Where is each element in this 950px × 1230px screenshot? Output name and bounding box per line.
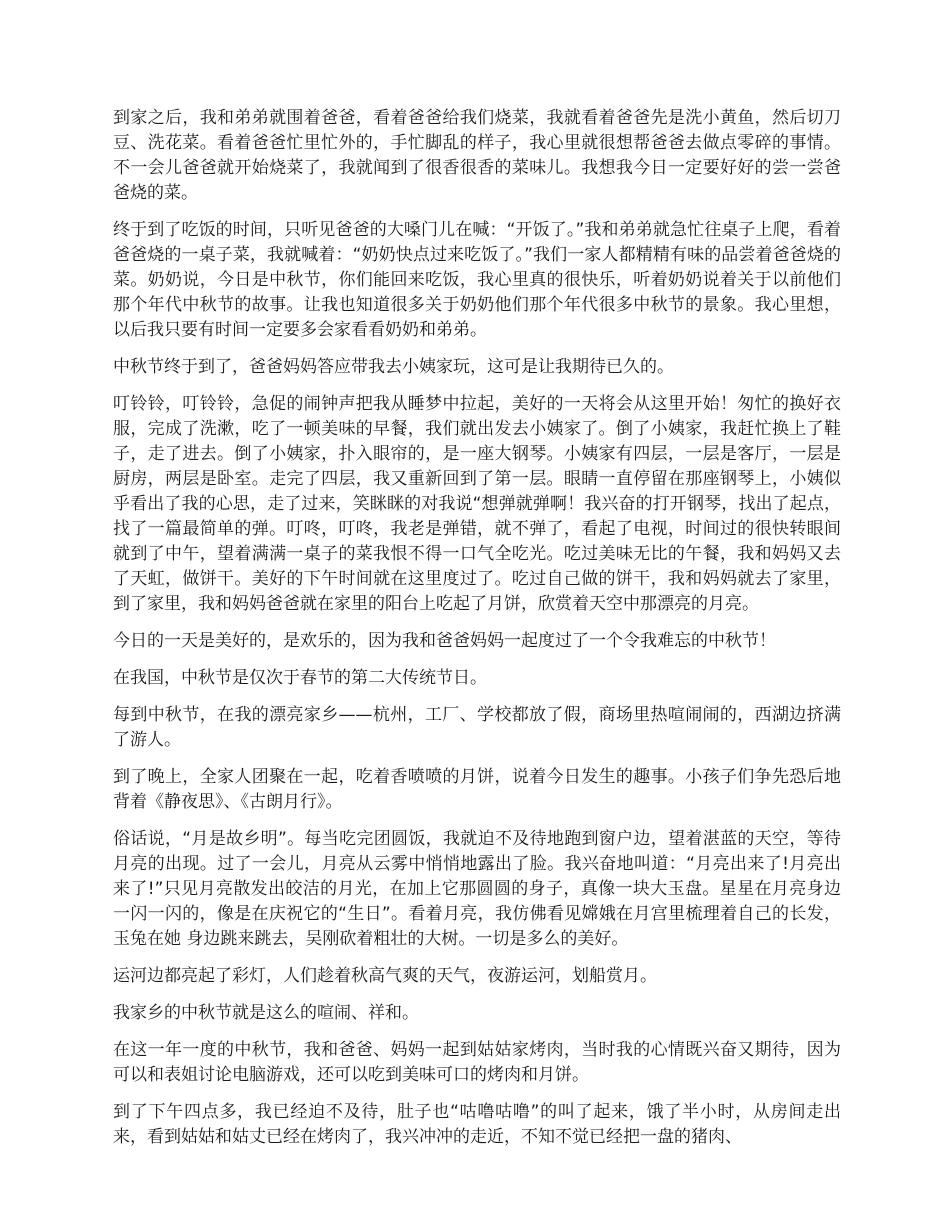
- paragraph-12: 在这一年一度的中秋节，我和爸爸、妈妈一起到姑姑家烤肉，当时我的心情既兴奋又期待，因为可以和表姐讨论电脑游戏，还可以吃到美味可口的烤肉和月饼。: [113, 1040, 841, 1085]
- paragraph-8: 到了晚上，全家人团聚在一起，吃着香喷喷的月饼，说着今日发生的趣事。小孩子们争先恐后地背着《静夜思》、《古朗月行》。: [113, 767, 841, 812]
- paragraph-13: 到了下午四点多，我已经迫不及待，肚子也“咕噜咕噜”的叫了起来，饿了半小时，从房间走出来，看到姑姑和姑丈已经在烤肉了，我兴冲冲的走近，不知不觉已经把一盘的猪肉、: [113, 1102, 841, 1147]
- paragraph-11: 我家乡的中秋节就是这么的喧闹、祥和。: [113, 1003, 419, 1023]
- paragraph-2: 终于到了吃饭的时间，只听见爸爸的大嗓门儿在喊：“开饭了。”我和弟弟就急忙往桌子上爬，看着爸爸烧的一桌子菜，我就喊着：“奶奶快点过来吃饭了。”我们一家人都精精有味的品尝着爸爸烧的菜。奶奶说，今日是中秋节，你们能回来吃饭，我心里真的很快乐，听着奶奶说着关于以前他们那个年代中秋节的故事。让我也知道很多关于奶奶他们那个年代很多中秋节的景象。我心里想，以后我只要有时间一定要多会家看看奶奶和弟弟。: [113, 220, 841, 340]
- paragraph-6: 在我国，中秋节是仅次于春节的第二大传统节日。: [113, 668, 487, 688]
- paragraph-3: 中秋节终于到了，爸爸妈妈答应带我去小姨家玩，这可是让我期待已久的。: [113, 357, 674, 377]
- document-body: [113, 106, 841, 1162]
- paragraph-4: 叮铃铃，叮铃铃，急促的闹钟声把我从睡梦中拉起，美好的一天将会从这里开始！匆忙的换好衣服，完成了洗漱，吃了一顿美味的早餐，我们就出发去小姨家了。倒了小姨家，我赶忙换上了鞋子，走了进去。倒了小姨家，扑入眼帘的，是一座大钢琴。小姨家有四层，一层是客厅，一层是厨房，两层是卧室。走完了四层，我又重新回到了第一层。眼睛一直停留在那座钢琴上，小姨似乎看出了我的心思，走了过来，笑眯眯的对我说“想弹就弹啊！我兴奋的打开钢琴，找出了起点，找了一篇最简单的弹。叮咚，叮咚，我老是弹错，就不弹了，看起了电视，时间过的很快转眼间就到了中午，望着满满一桌子的菜我恨不得一口气全吃光。吃过美味无比的午餐，我和妈妈又去了天虹，做饼干。美好的下午时间就在这里度过了。吃过自己做的饼干，我和妈妈就去了家里，到了家里，我和妈妈爸爸就在家里的阳台上吃起了月饼，欣赏着天空中那漂亮的月亮。: [113, 394, 841, 614]
- paragraph-1: 到家之后，我和弟弟就围着爸爸，看着爸爸给我们烧菜，我就看着爸爸先是洗小黄鱼，然后切刀豆、洗花菜。看着爸爸忙里忙外的，手忙脚乱的样子，我心里就很想帮爸爸去做点零碎的事情。不一会儿爸爸就开始烧菜了，我就闻到了很香很香的菜味儿。我想我今日一定要好好的尝一尝爸爸烧的菜。: [113, 108, 841, 203]
- paragraph-5: 今日的一天是美好的，是欢乐的，因为我和爸爸妈妈一起度过了一个令我难忘的中秋节！: [113, 631, 776, 651]
- paragraph-7: 每到中秋节，在我的漂亮家乡——杭州，工厂、学校都放了假，商场里热喧闹闹的，西湖边挤满了游人。: [113, 705, 841, 750]
- paragraph-10: 运河边都亮起了彩灯，人们趁着秋高气爽的天气，夜游运河，划船赏月。: [113, 966, 657, 986]
- paragraph-9: 俗话说，“月是故乡明”。每当吃完团圆饭，我就迫不及待地跑到窗户边，望着湛蓝的天空，等待月亮的出现。过了一会儿，月亮从云雾中悄悄地露出了脸。我兴奋地叫道：“月亮出来了!月亮出来了!”只见月亮散发出皎洁的月光，在加上它那圆圆的身子，真像一块大玉盘。星星在月亮身边一闪一闪的，像是在庆祝它的“生日”。看着月亮，我仿佛看见嫦娥在月宫里梳理着自己的长发，玉兔在她 身边跳来跳去，吴刚砍着粗壮的大树。一切是多么的美好。: [113, 829, 841, 949]
